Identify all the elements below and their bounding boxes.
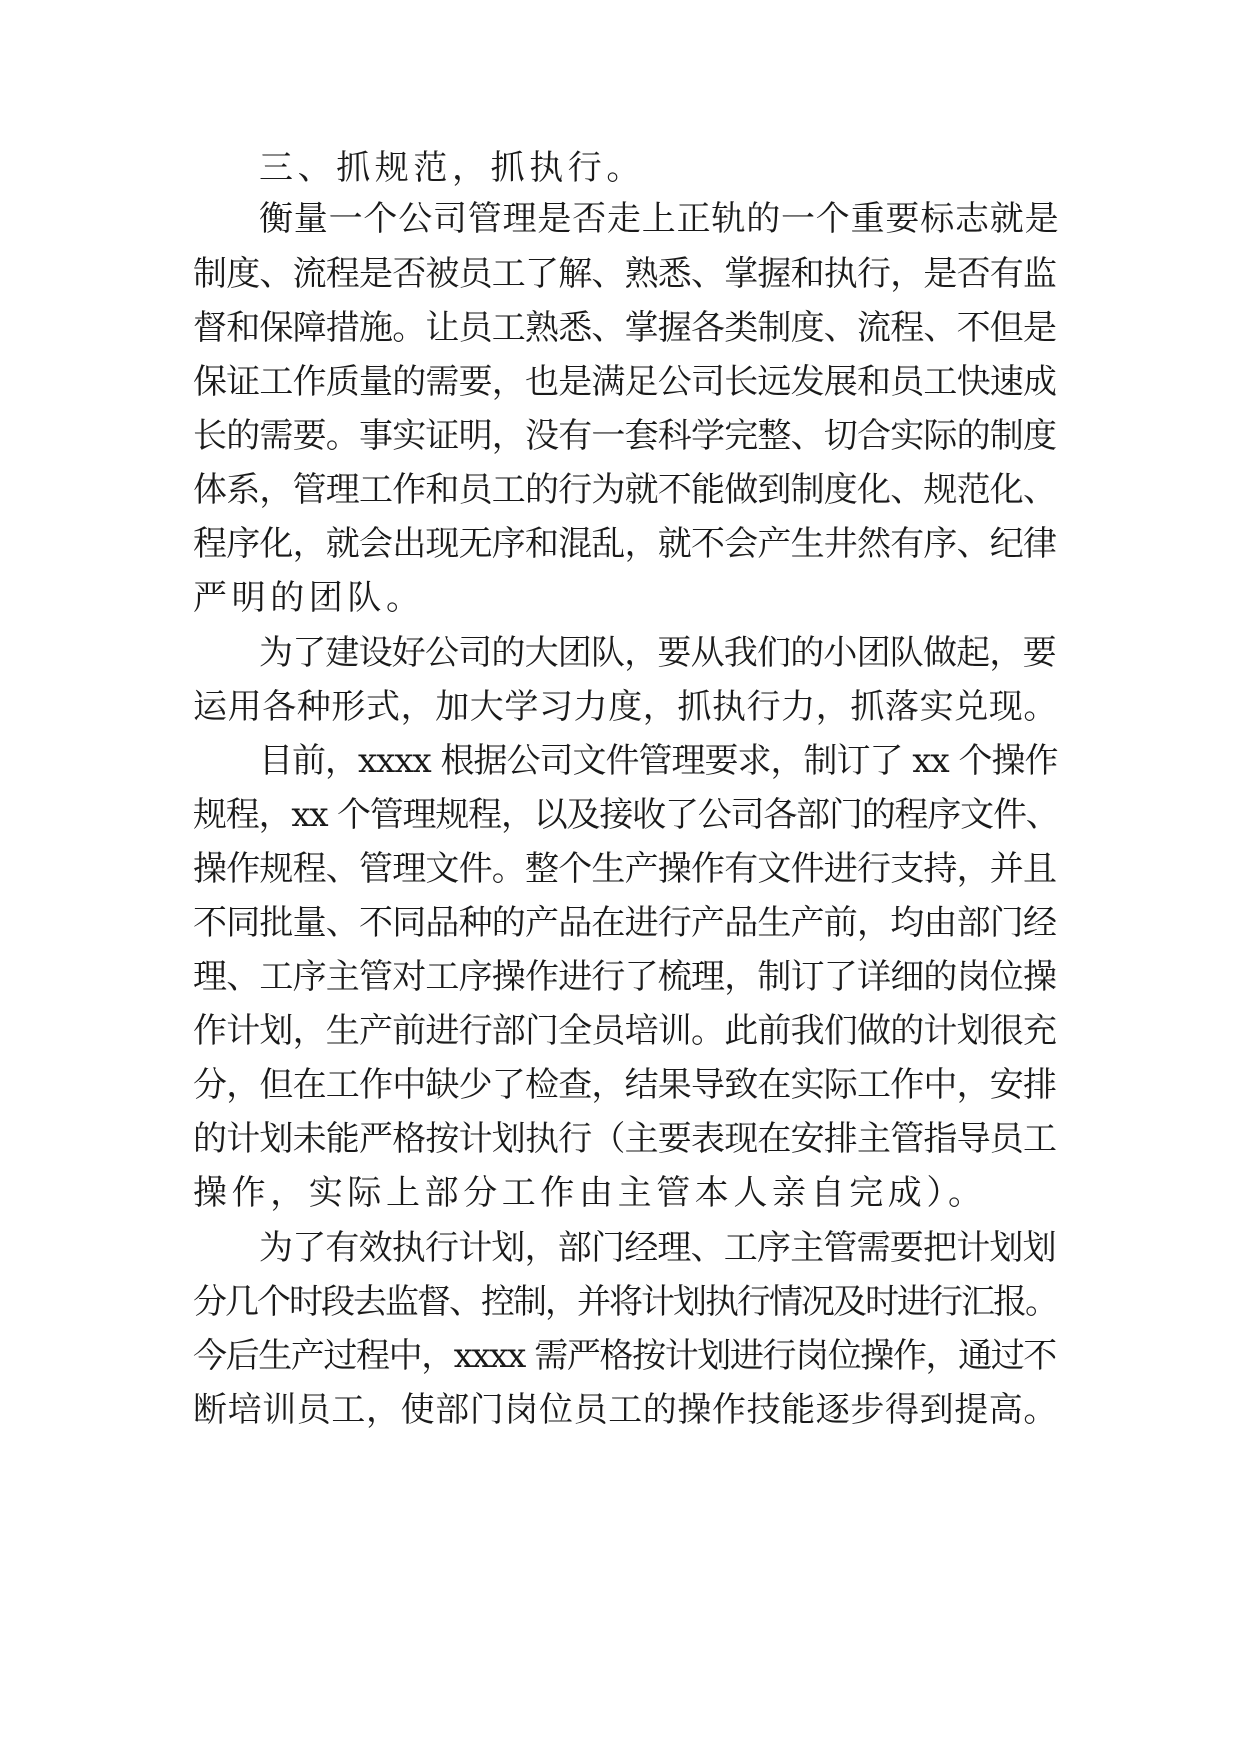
paragraph-3-line-4: 不同批量、不同品种的产品在进行产品生产前，均由部门经 <box>193 903 1057 943</box>
paragraph-3-line-2: 规程，xx 个管理规程，以及接收了公司各部门的程序文件、 <box>193 795 1059 835</box>
paragraph-3-line-3: 操作规程、管理文件。整个生产操作有文件进行支持，并且 <box>193 849 1057 889</box>
paragraph-1-line-2: 制度、流程是否被员工了解、熟悉、掌握和执行，是否有监 <box>193 254 1057 294</box>
section-heading: 三、抓规范，抓执行。 <box>259 148 645 188</box>
paragraph-3-line-1: 目前，xxxx 根据公司文件管理要求，制订了 xx 个操作 <box>259 741 1058 781</box>
paragraph-3-line-6: 作计划，生产前进行部门全员培训。此前我们做的计划很充 <box>193 1011 1057 1051</box>
paragraph-2-line-2: 运用各种形式，加大学习力度，抓执行力，抓落实兑现。 <box>193 687 1058 727</box>
paragraph-1-line-1: 衡量一个公司管理是否走上正轨的一个重要标志就是 <box>259 199 1060 239</box>
paragraph-3-line-8: 的计划未能严格按计划执行（主要表现在安排主管指导员工 <box>193 1119 1057 1159</box>
paragraph-3-line-7: 分，但在工作中缺少了检查，结果导致在实际工作中，安排 <box>193 1065 1057 1105</box>
paragraph-1-line-7: 程序化，就会出现无序和混乱，就不会产生井然有序、纪律 <box>193 524 1057 564</box>
paragraph-4-line-2: 分几个时段去监督、控制，并将计划执行情况及时进行汇报。 <box>193 1282 1057 1322</box>
paragraph-4-line-4: 断培训员工，使部门岗位员工的操作技能逐步得到提高。 <box>193 1390 1058 1430</box>
paragraph-3-line-9: 操作，实际上部分工作由主管本人亲自完成）。 <box>193 1173 987 1213</box>
paragraph-1-line-8: 严明的团队。 <box>193 578 425 618</box>
paragraph-2-line-1: 为了建设好公司的大团队，要从我们的小团队做起，要 <box>259 633 1056 673</box>
paragraph-1-line-5: 长的需要。事实证明，没有一套科学完整、切合实际的制度 <box>193 416 1057 456</box>
paragraph-1-line-6: 体系，管理工作和员工的行为就不能做到制度化、规范化、 <box>193 470 1057 510</box>
paragraph-4-line-1: 为了有效执行计划，部门经理、工序主管需要把计划划 <box>259 1228 1056 1268</box>
paragraph-1-line-4: 保证工作质量的需要，也是满足公司长远发展和员工快速成 <box>193 362 1057 402</box>
paragraph-1-line-3: 督和保障措施。让员工熟悉、掌握各类制度、流程、不但是 <box>193 308 1057 348</box>
paragraph-3-line-5: 理、工序主管对工序操作进行了梳理，制订了详细的岗位操 <box>193 957 1057 997</box>
paragraph-4-line-3: 今后生产过程中，xxxx 需严格按计划进行岗位操作，通过不 <box>193 1336 1056 1376</box>
